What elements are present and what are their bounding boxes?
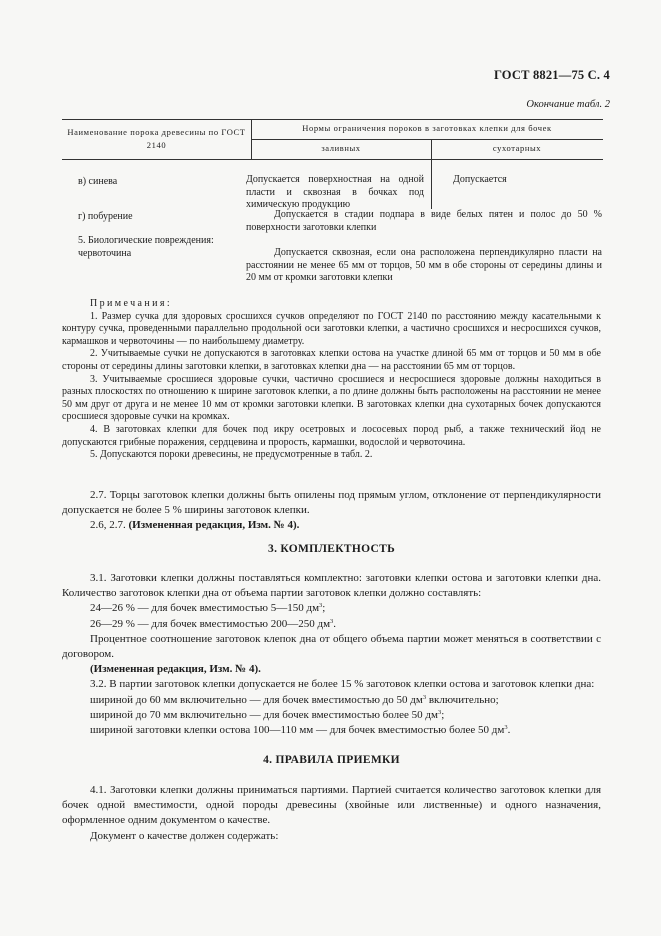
note-item: 1. Размер сучка для здоровых сросшихся сучков определяют по ГОСТ 2140 по расстоянию между касательными к контуру сучка, проведенными параллельно продольной оси заготовки клепки, а частично сросшихся и несросшихся сучков, кармашков и червоточины — по наибольшему диаметру. <box>62 310 601 347</box>
list-text: 24—26 % — для бочек вместимостью 5—150 дм <box>90 602 320 615</box>
list-item <box>62 693 601 708</box>
clause-ref: 2.6, 2.7. <box>90 519 126 532</box>
row-wormhole-norm: Допускается сквозная, если она расположена перпендикулярно пласти на расстоянии не менее 65 мм от торцов, 50 мм в обе стороны от середины длины и 20 мм от кромки заготовки клепки <box>246 247 602 283</box>
notes-title: Примечания: <box>90 298 173 309</box>
table-notes <box>62 298 601 462</box>
row-name-bio-damage: 5. Биологические повреждения: <box>78 235 214 246</box>
unit-superscript: 3 <box>504 724 508 732</box>
note-item: 4. В заготовках клепки для бочек под икру осетровых и лососевых пород рыб, а также технический йод не допускаются грибные поражения, сердцевина и прорость, кармашки, водослой и червоточина. <box>62 423 601 448</box>
paragraph-2-7: 2.7. Торцы заготовок клепки должны быть опилены под прямым углом, отклонение от перпендикулярности допускается не более 5 % ширины заготовок клепки. <box>62 489 601 517</box>
row-browning-norm: Допускается в стадии подпара в виде белых пятен и полос до 50 % поверхности заготовки клепки <box>246 209 602 233</box>
list-text: шириной заготовки клепки остова 100—110 мм — для бочек вместимостью более 50 дм <box>90 724 505 737</box>
list-text: 26—29 % — для бочек вместимостью 200—250 дм <box>90 617 331 630</box>
list-item: шириной заготовки клепки остова 100—110 мм — для бочек вместимостью более 50 $дм^3$. <box>90 724 511 737</box>
table-body-subcol-divider <box>431 159 432 209</box>
unit-superscript: 3 <box>319 602 323 610</box>
row-blueing-dry: Допускается <box>453 174 507 185</box>
section-4-title: 4. ПРАВИЛА ПРИЕМКИ <box>263 754 400 766</box>
table-subhead-rule <box>251 139 603 140</box>
table-continuation-note: Окончание табл. 2 <box>526 99 610 110</box>
col-head-dry: сухотарных <box>492 143 542 153</box>
edition-note: (Измененная редакция, Изм. № 4). <box>128 519 300 532</box>
row-name-wormhole: червоточина <box>78 248 132 259</box>
table-subcol-divider <box>431 139 432 159</box>
col-head-norms: Нормы ограничения пороков в заготовках клепки для бочек <box>302 123 552 133</box>
row-name-blueing: в) синева <box>78 176 118 187</box>
row-blueing-liquid: Допускается поверхностная на одной пласти и сквозная в бочках под химическую продукцию <box>246 174 424 210</box>
paragraph-3-1-percent: Процентное соотношение заготовок клепок дна от общего объема партии может меняться в соответствии с договором. <box>62 632 601 661</box>
list-text: шириной до 60 мм включительно — для бочек вместимостью до 50 дм <box>90 693 423 706</box>
paragraph-4-1: 4.1. Заготовки клепки должны приниматься партиями. Партией считается количество заготовок клепки для бочек одной вместимости, одной породы древесины (хвойные или лиственные) и одного назначения, оформленное одним документом о качестве. <box>62 784 601 827</box>
col-head-liquid: заливных <box>321 143 361 153</box>
table-head-bottom-rule <box>62 159 603 160</box>
note-item: 3. Учитываемые сросшиеся здоровые сучки, частично сросшиеся и несросшиеся здоровые должны находиться в разных плоскостях по отношению к ширине заготовок клепки, а по длине должны быть расположены на расстоянии не менее 50 мм друг от друга и не менее 10 мм от кромки заготовки клепки. В заготовках клепки дна сухотарных бочек допускаются сросшиеся здоровые сучки на кромках. <box>62 373 601 423</box>
row-name-browning: г) побурение <box>78 211 133 222</box>
list-text: включительно; <box>426 693 499 706</box>
list-item: 26—29 % — для бочек вместимостью 200—250 $дм^3$. <box>90 617 337 630</box>
list-item: 24—26 % — для бочек вместимостью 5—150 $дм^3$; <box>90 602 326 615</box>
paragraph-3-1: 3.1. Заготовки клепки должны поставляться комплектно: заготовки клепки остова и заготовки клепки дна. Количество заготовок клепки дна от объема партии заготовок клепки должно составлять: <box>62 572 601 600</box>
unit-superscript: 3 <box>437 708 442 716</box>
table-top-rule <box>62 119 603 120</box>
body-section-3 <box>62 571 601 738</box>
paragraph-3-2: 3.2. В партии заготовок клепки допускается не более 15 % заготовок клепки остова и заготовок клепки дна: <box>90 678 595 691</box>
paragraph-4-1-doc: Документ о качестве должен содержать: <box>90 829 279 842</box>
unit-superscript: 3 <box>330 617 334 625</box>
body-section-2 <box>62 488 601 534</box>
list-item: шириной до 70 мм включительно — для бочек вместимостью более 50 $дм^3$; <box>90 708 445 721</box>
edition-note: (Измененная редакция, Изм. № 4). <box>90 663 261 676</box>
note-item: 2. Учитываемые сучки не допускаются в заготовках клепки остова на участке длиной 65 мм от торцов и 50 мм в обе стороны от середины длины заготовки клепки, в заготовках клепки дна — на расстоянии 65 мм от торцов. <box>62 348 601 372</box>
body-section-4 <box>62 783 601 844</box>
paragraph-2-6-edition <box>62 518 601 533</box>
note-item: 5. Допускаются пороки древесины, не предусмотренные в табл. 2. <box>90 449 373 461</box>
list-text: шириной до 70 мм включительно — для бочек вместимостью более 50 дм <box>90 708 438 721</box>
section-3-title: 3. КОМПЛЕКТНОСТЬ <box>268 543 395 555</box>
unit-superscript: 3 <box>422 693 427 701</box>
document-header: ГОСТ 8821—75 С. 4 <box>493 68 610 82</box>
col-head-defect-name: Наименование порока древесины по ГОСТ 2140 <box>67 127 246 150</box>
